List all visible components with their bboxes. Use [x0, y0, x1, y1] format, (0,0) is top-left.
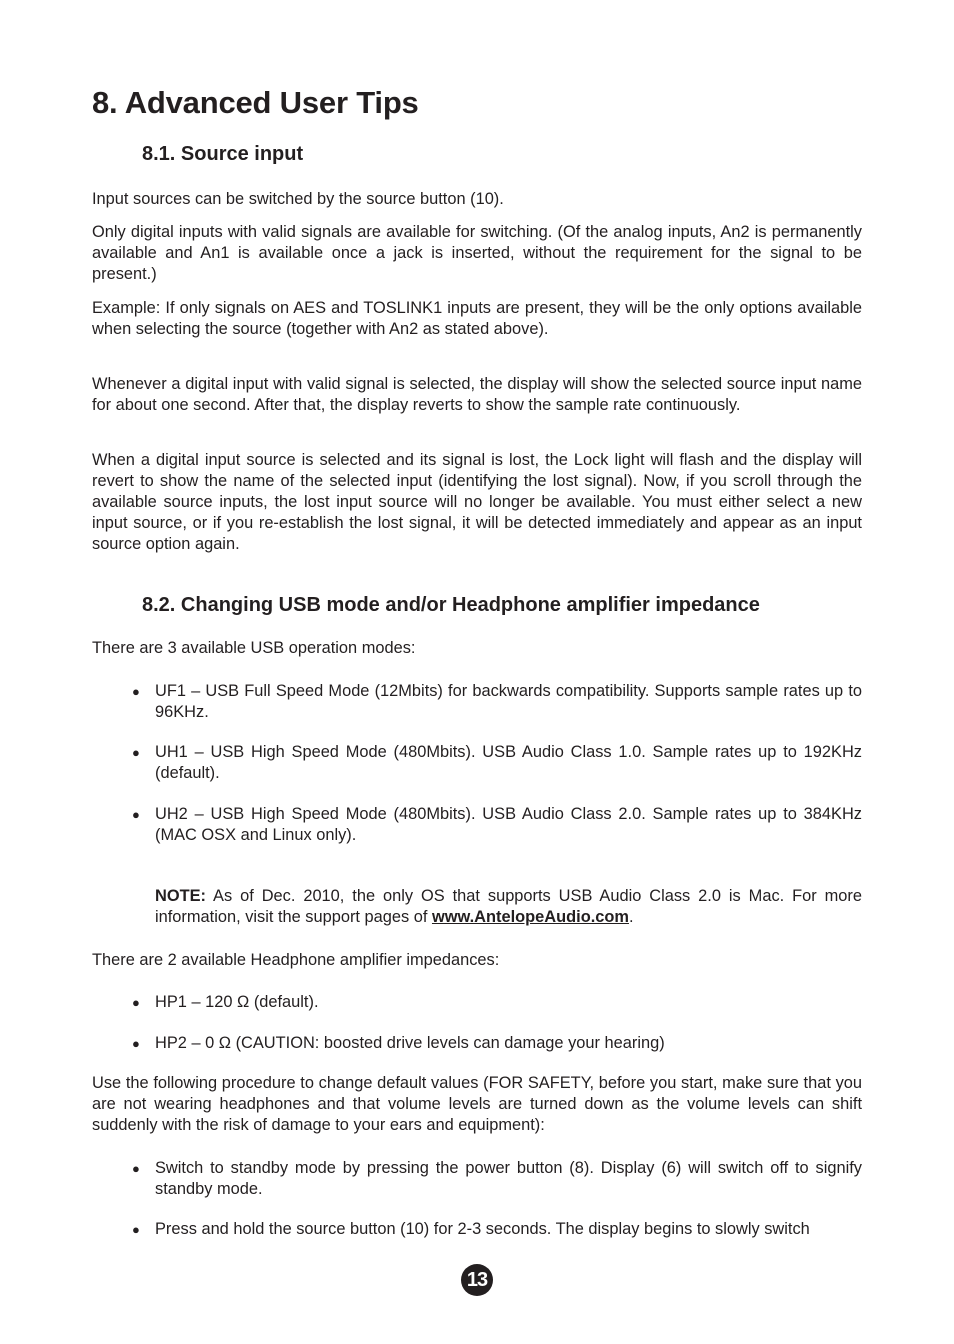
bullet-icon: ● [132, 995, 140, 1010]
list-item-text: HP1 – 120 Ω (default). [155, 993, 319, 1011]
note-text: As of Dec. 2010, the only OS that supports USB Audio Class 2.0 is Mac. For more information, visit the support pages of [155, 887, 862, 926]
note-label: NOTE: [155, 887, 206, 905]
list-item-text: Press and hold the source button (10) for 2-3 seconds. The display begins to slowly switch [155, 1220, 810, 1238]
note-paragraph [155, 886, 862, 928]
paragraph: Whenever a digital input with valid signal is selected, the display will show the selected source input name for about one second. After that, the display reverts to show the sample rate continuously. [92, 375, 862, 414]
bullet-icon: ● [132, 1222, 140, 1237]
paragraph: Example: If only signals on AES and TOSLINK1 inputs are present, they will be the only options available when selecting the source (together with An2 as stated above). [92, 299, 862, 338]
paragraph: There are 3 available USB operation modes: [92, 639, 416, 657]
paragraph: Input sources can be switched by the source button (10). [92, 190, 504, 208]
bullet-icon: ● [132, 745, 140, 760]
paragraph: There are 2 available Headphone amplifier impedances: [92, 951, 500, 969]
list-item-text: UF1 – USB Full Speed Mode (12Mbits) for backwards compatibility. Supports sample rates up to 96KHz. [155, 682, 862, 721]
paragraph: Only digital inputs with valid signals are available for switching. (Of the analog inputs, An2 is permanently available and An1 is available once a jack is inserted, without the requirement for the signal to be present.) [92, 223, 862, 283]
list-item-text: Switch to standby mode by pressing the power button (8). Display (6) will switch off to signify standby mode. [155, 1159, 862, 1198]
list-item-text: UH1 – USB High Speed Mode (480Mbits). USB Audio Class 1.0. Sample rates up to 192KHz (default). [155, 743, 862, 782]
bullet-icon: ● [132, 1036, 140, 1051]
bullet-icon: ● [132, 807, 140, 822]
paragraph: Use the following procedure to change default values (FOR SAFETY, before you start, make sure that you are not wearing headphones and that volume levels are turned down as the volume levels can shift suddenly with the risk of damage to your ears and equipment): [92, 1074, 862, 1134]
note-end: . [628, 908, 634, 926]
page-title: 8. Advanced User Tips [92, 85, 419, 120]
list-item-text: HP2 – 0 Ω (CAUTION: boosted drive levels can damage your hearing) [155, 1034, 665, 1052]
paragraph: When a digital input source is selected and its signal is lost, the Lock light will flash and the display will revert to show the name of the selected input (identifying the lost signal). Now, if you scroll through the available source inputs, the lost input source will no longer be available. You must either select a new input source, or if you re-establish the lost signal, it will be detected immediately and appear as an input source option again. [92, 451, 862, 553]
section-title-source-input: 8.1. Source input [142, 143, 304, 165]
bullet-icon: ● [132, 684, 140, 699]
list-item-text: UH2 – USB High Speed Mode (480Mbits). USB Audio Class 2.0. Sample rates up to 384KHz (MAC OSX and Linux only). [155, 805, 862, 844]
antelope-audio-link[interactable]: www.AntelopeAudio.com [431, 908, 629, 926]
bullet-icon: ● [132, 1161, 140, 1176]
section-title-usb-mode: 8.2. Changing USB mode and/or Headphone amplifier impedance [142, 594, 760, 616]
page-number: 13 [461, 1264, 493, 1296]
